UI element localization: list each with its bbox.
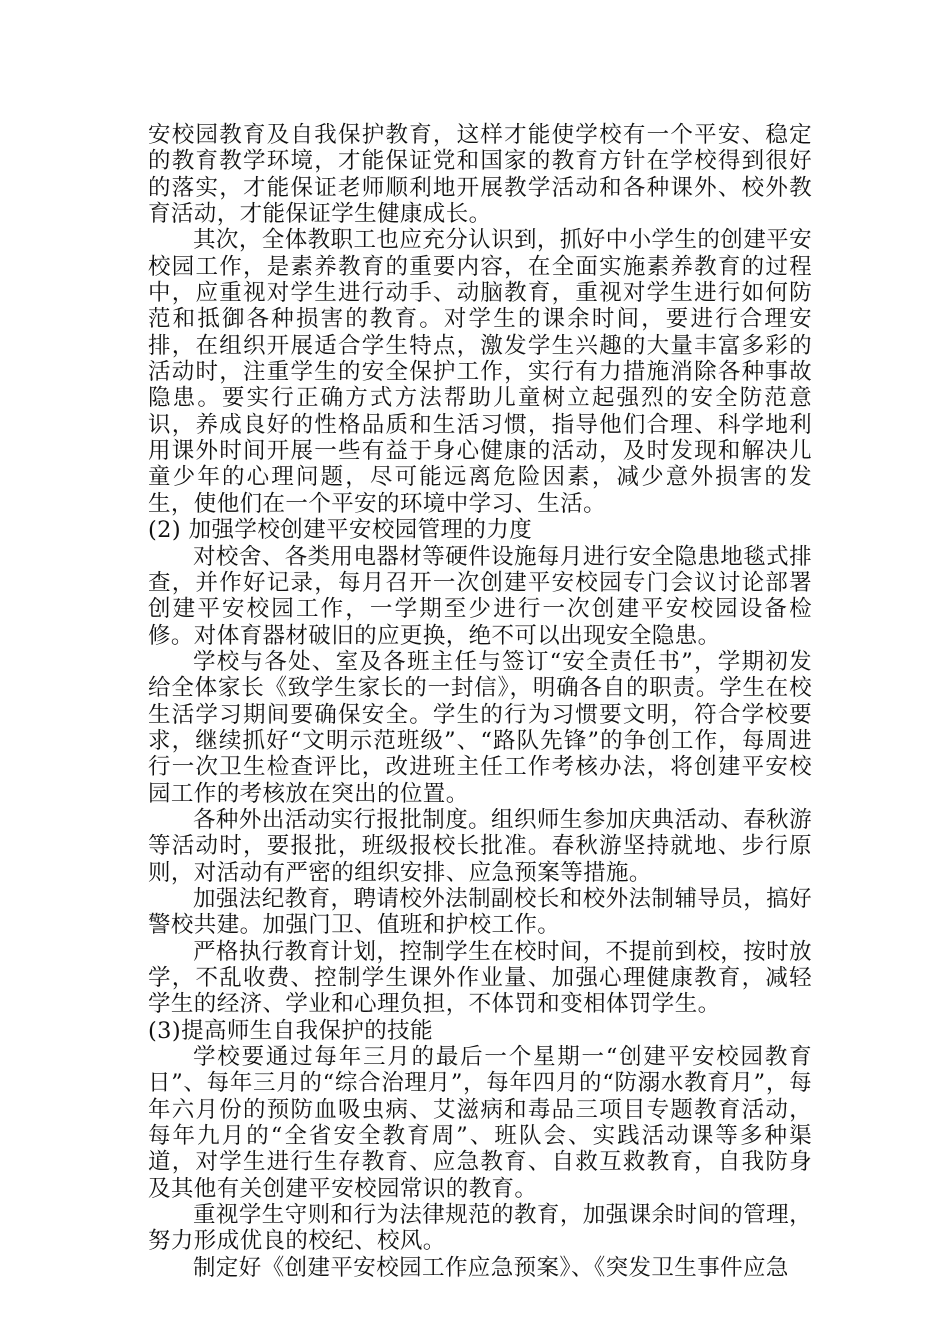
section-heading-3: (3)提高师生自我保护的技能 [148, 1017, 433, 1044]
paragraph-legal-education: 加强法纪教育，聘请校外法制副校长和校外法制辅导员，搞好警校共建。加强门卫、值班和护校工作。 [148, 885, 812, 939]
document-body [148, 122, 812, 1281]
paragraph-student-conduct: 重视学生守则和行为法律规范的教育，加强课余时间的管理，努力形成优良的校纪、校风。 [148, 1202, 812, 1255]
paragraph-facility-inspection: 对校舍、各类用电器材等硬件设施每月进行安全隐患地毯式排查，并作好记录，每月召开一次创建平安校园专门会议讨论部署创建平安校园工作，一学期至少进行一次创建平安校园设备检修。对体育器材破旧的应更换，绝不可以出现安全隐患。 [148, 543, 812, 649]
paragraph-emergency-plan: 制定好《创建平安校园工作应急预案》、《突发卫生事件应急 [193, 1254, 789, 1281]
paragraph-safety-education-days: 学校要通过每年三月的最后一个星期一“创建平安校园教育日”、每年三月的“综合治理月”，每年四月的“防溺水教育月”，每年六月份的预防血吸虫病、艾滋病和毒品三项目专题教育活动，每年九月的“全省安全教育周”、班队会、实践活动课等多种渠道，对学生进行生存教育、应急教育、自救互救教育，自我防身及其他有关创建平安校园常识的教育。 [148, 1044, 812, 1202]
paragraph-staff-awareness: 其次，全体教职工也应充分认识到，抓好中小学生的创建平安校园工作，是素养教育的重要内容，在全面实施素养教育的过程中，应重视对学生进行动手、动脑教育，重视对学生进行如何防范和抵御各种损害的教育。对学生的课余时间，要进行合理安排，在组织开展适合学生特点，激发学生兴趣的大量丰富多彩的活动时，注重学生的安全保护工作，实行有力措施消除各种事故隐患。要实行正确方式方法帮助儿童树立起强烈的安全防范意识，养成良好的性格品质和生活习惯，指导他们合理、科学地利用课外时间开展一些有益于身心健康的活动，及时发现和解决儿童少年的心理问题，尽可能远离危险因素，减少意外损害的发生，使他们在一个平安的环境中学习、生活。 [148, 227, 812, 517]
section-heading-2: (2) 加强学校创建平安校园管理的力度 [148, 517, 533, 544]
paragraph-outing-approval: 各种外出活动实行报批制度。组织师生参加庆典活动、春秋游等活动时，要报批，班级报校长批准。春秋游坚持就地、步行原则，对活动有严密的组织安排、应急预案等措施。 [148, 806, 812, 886]
paragraph-responsibility: 学校与各处、室及各班主任与签订“安全责任书”，学期初发给全体家长《致学生家长的一封信》，明确各自的职责。学生在校生活学习期间要确保安全。学生的行为习惯要文明，符合学校要求，继续抓好“文明示范班级”、“路队先锋”的争创工作，每周进行一次卫生检查评比，改进班主任工作考核办法，将创建平安校园工作的考核放在突出的位置。 [148, 648, 812, 807]
paragraph-teaching-plan: 严格执行教育计划，控制学生在校时间，不提前到校，按时放学，不乱收费、控制学生课外作业量、加强心理健康教育，减轻学生的经济、学业和心理负担，不体罚和变相体罚学生。 [148, 938, 812, 1018]
paragraph-intro: 安校园教育及自我保护教育，这样才能使学校有一个平安、稳定的教育教学环境，才能保证党和国家的教育方针在学校得到很好的落实，才能保证老师顺利地开展教学活动和各种课外、校外教育活动，才能保证学生健康成长。 [148, 122, 812, 228]
